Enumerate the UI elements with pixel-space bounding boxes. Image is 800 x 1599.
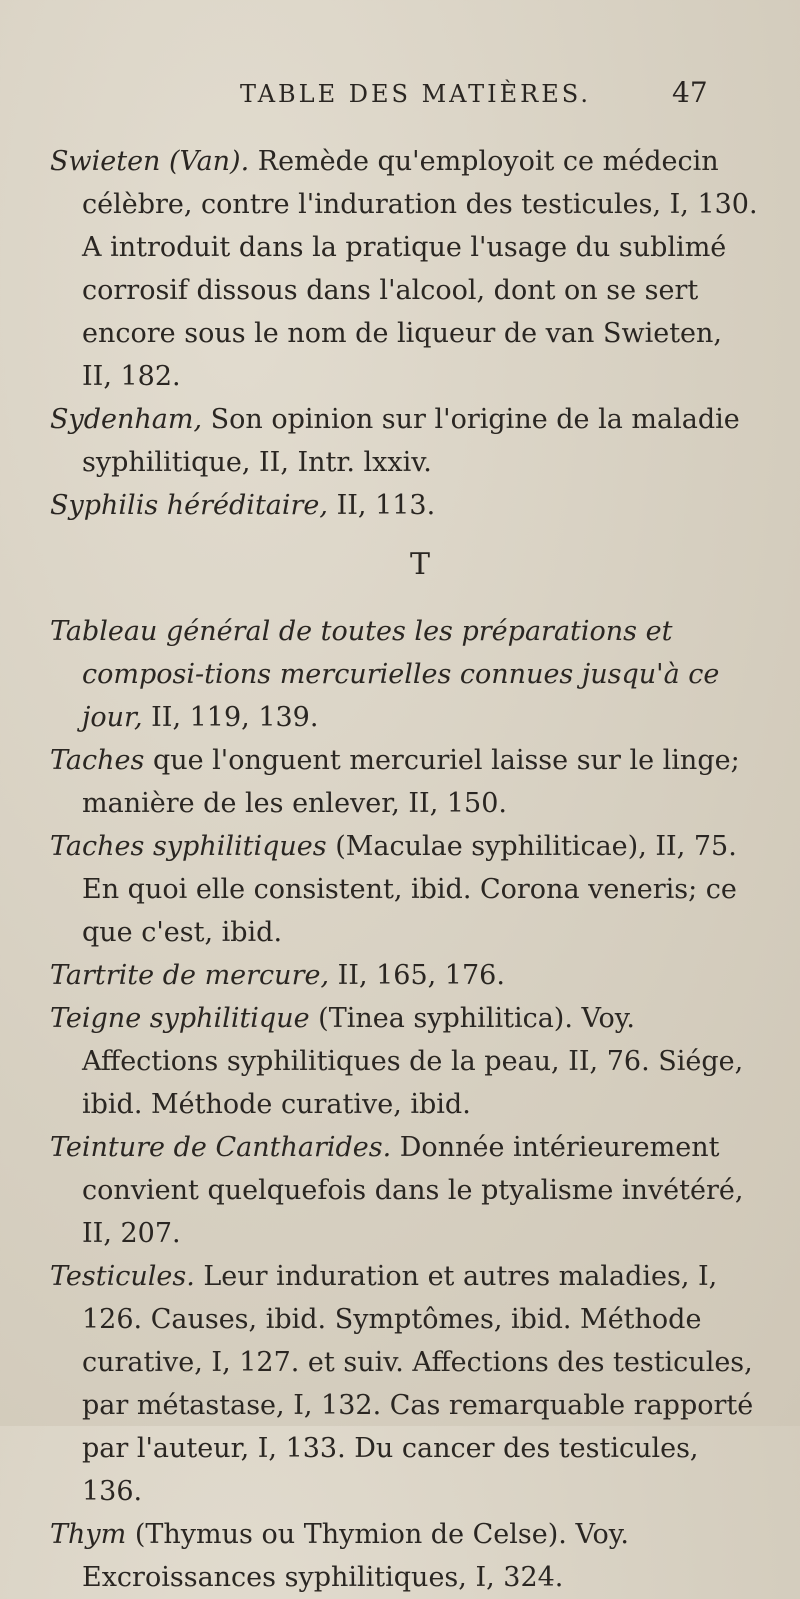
entry-body: (Thymus ou Thymion de Celse). Voy. Excroissances syphilitiques, I, 324. xyxy=(82,1519,629,1593)
index-entry xyxy=(50,398,760,484)
entry-head: Teigne syphilitique xyxy=(50,1003,310,1034)
entry-head: Taches xyxy=(50,745,145,776)
entry-body: que l'onguent mercuriel laisse sur le linge; manière de les enlever, II, 150. xyxy=(82,745,740,819)
entry-body: Remède qu'employoit ce médecin célèbre, contre l'induration des testicules, I, 130. A introduit dans la pratique l'usage du sublimé corrosif dissous dans l'alcool, dont on se sert encore sous le nom de liqueur de van Swieten, II, 182. xyxy=(82,146,758,392)
entry-body: II, 113. xyxy=(328,490,436,521)
entry-head: Taches syphilitiques xyxy=(50,831,327,862)
entry-body: (Tinea syphilitica). Voy. Affections syphilitiques de la peau, II, 76. Siége, ibid. Méthode curative, ibid. xyxy=(82,1003,744,1120)
index-entry xyxy=(50,997,760,1126)
entry-head: Syphilis héréditaire, xyxy=(50,490,328,521)
page-number: 47 xyxy=(672,76,708,109)
entry-body: II, 119, 139. xyxy=(142,702,319,733)
entry-head: Tartrite de mercure, xyxy=(50,960,330,991)
entry-head: Testicules. xyxy=(50,1261,195,1292)
entry-body: Donnée intérieurement convient quelquefois dans le ptyalisme invétéré, II, 207. xyxy=(82,1132,744,1249)
running-title: TABLE DES MATIÈRES. xyxy=(240,80,591,108)
index-entry xyxy=(50,825,760,954)
index-entry xyxy=(50,140,760,398)
index-entry xyxy=(50,739,760,825)
entry-head: Swieten (Van). xyxy=(50,146,250,177)
index-entry xyxy=(50,484,760,527)
entry-head: Thym xyxy=(50,1519,127,1550)
entry-head: Sydenham, xyxy=(50,404,203,435)
entry-body: II, 165, 176. xyxy=(329,960,505,991)
index-entry xyxy=(50,1513,760,1599)
entry-head: Tableau général de toutes les préparations et composi-tions mercurielles connues jusqu'à ce jour, xyxy=(50,616,720,733)
entry-body: Leur induration et autres maladies, I, 126. Causes, ibid. Symptômes, ibid. Méthode curative, I, 127. et suiv. Affections des testicules, par métastase, I, 132. Cas remarquable rapporté par l'auteur, I, 133. Du cancer des testicules, 136. xyxy=(82,1261,754,1507)
entry-body: Son opinion sur l'origine de la maladie syphilitique, II, Intr. lxxiv. xyxy=(82,404,740,478)
index-content xyxy=(50,140,760,1599)
index-entry xyxy=(50,1255,760,1513)
page-header xyxy=(0,76,800,120)
index-entry xyxy=(50,1126,760,1255)
index-entry xyxy=(50,954,760,997)
entry-head: Teinture de Cantharides. xyxy=(50,1132,392,1163)
entry-body: (Maculae syphiliticae), II, 75. En quoi elle consistent, ibid. Corona veneris; ce que c'est, ibid. xyxy=(82,831,737,948)
index-entry xyxy=(50,610,760,739)
section-letter: T xyxy=(409,547,430,582)
